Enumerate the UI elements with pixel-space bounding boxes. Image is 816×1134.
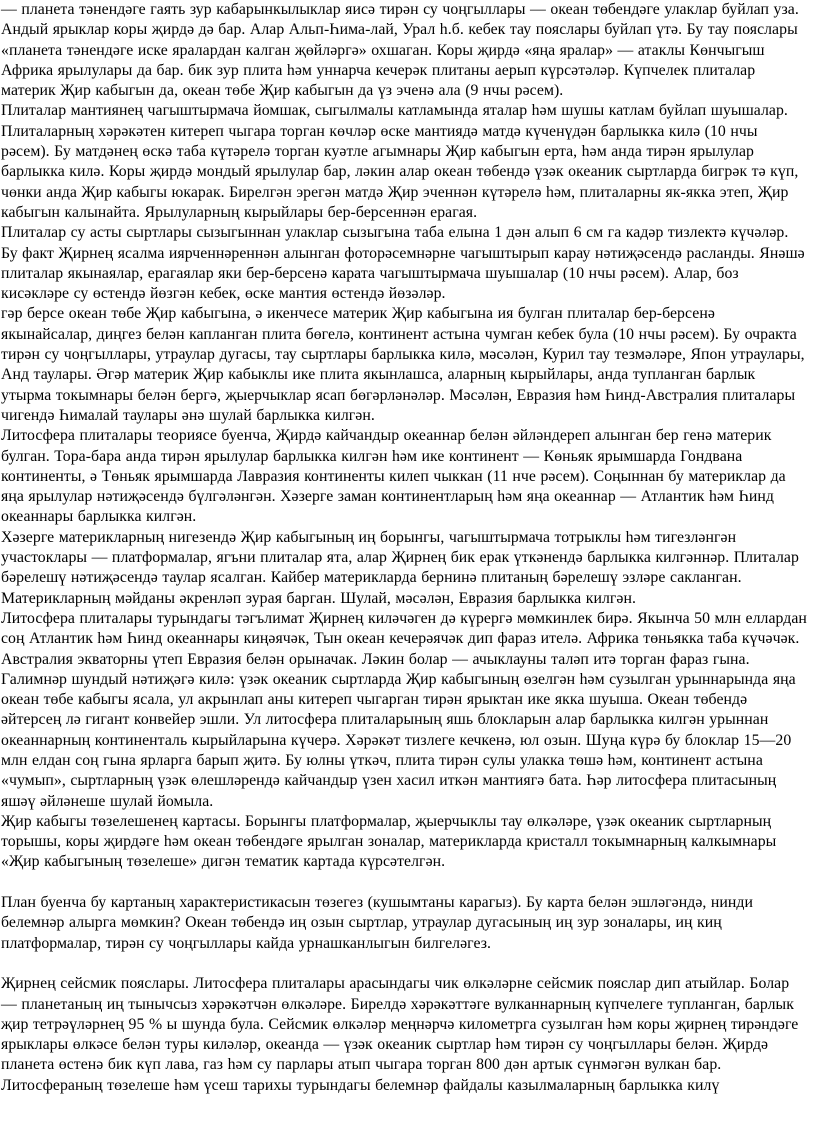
blank-line <box>1 954 808 974</box>
paragraph-seismic-belts: Җирнең сейсмик пояслары. Литосфера плиталары арасындагы чик өлкәләрне сейсмик пояслар дип атыйлар. Болар — планетаның иң тынычсыз хәрәкәтчән өлкәләре. Бирелдә хәрәкәттәге вулканнарның күпчелеге тупланган, барлык җир тетрәүләрнең 95 % ы шунда була. Сейсмик өлкәләр меңнәрчә километрга сузылган һәм коры җирнең тирәндәге ярыклары өлкәсе белән туры киләләр, океанда — үзәк океаник сыртлар һәм тирән су чоңгыллары белән. Җирдә планета өстенә бик күп лава, газ һәм су парлары атып чыгара торган 800 дән артык сүнмәгән вулкан бар. <box>1 975 799 1074</box>
blank-line <box>1 873 808 893</box>
paragraph-plate-speed: Плиталар су асты сыртлары сызыгыннан улаклар сызыгына таба елына 1 дән алып 6 см га кадәр тизлектә күчәләр. Бу факт Җирнең ясалма иярченнәреннән алынган фоторәсемнәрне чагыштырып карау нәтиҗәсендә расланды. Янәшә плиталар якынаялар, ерагаялар яки бер-берсенә карата чагыштырмача шуышалар (10 нчы рәсем). Алар, боз кисәкләре су өстендә йөзгән кебек, өске мантия өстендә йөзәләр. <box>1 224 805 303</box>
paragraph-crust-map: Җир кабыгы төзелешенең картасы. Борынгы платформалар, җыерчыклы тау өлкәләре, үзәк океаник сыртларның торышы, коры җирдәге һәм океан төбендәге ярылган зоналар, материкларда кристалл токымнарның калкымнары «Җир кабыгының төзелеше» дигән тематик картада күрсәтелгән. <box>1 812 777 871</box>
paragraph-plate-collision: гәр берсе океан төбе Җир кабыгына, ә икенчесе материк Җир кабыгына ия булган плиталар бер-берсенә якынайсалар, диңгез белән капланган плита бөгелә, континент астына чумган кебек була (10 нчы рәсем). Бу очракта тирән су чоңгыллары, утраулар дугасы, тау сыртлары барлыкка килә, мәсәлән, Курил тау тезмәләре, Япон утраулары, Анд таулары. Әгәр материк Җир кабыклы ике плита якынлашса, аларның кырыйлары, анда тупланган барлык утырма токымнары белән бергә, җыерчыклар ясап бөгәрләнәләр. Мәсәлән, Евразия һәм Һинд-Австралия плиталары чигендә Һималай таулары әнә шулай барлыкка килгән. <box>1 305 805 424</box>
paragraph-supercontinent: Литосфера плиталары теориясе буенча, Җирдә кайчандыр океаннар белән әйләндереп алынган бер генә материк булган. Тора-бара анда тирән ярылулар барлыкка килгән һәм ике континент — Көньяк ярымшарда Гондвана континенты, ә Төньяк ярымшарда Лавразия континенты килеп чыккан (11 нче рәсем). Соңыннан бу материклар да яңа ярылулар нәтиҗәсендә бүлгәләнгән. Хәзерге заман континентларың һәм яңа океаннар — Атлантик һәм Һинд океаннары барлыкка килгән. <box>1 427 786 526</box>
paragraph-future: Литосфера плиталары турындагы тәгълимат Җирнең киләчәген дә күрергә мөмкинлек бирә. Якынча 50 млн еллардан соң Атлантик һәм Һинд океаннары киңәячәк, Тын океан кечерәячәк дип фараз ителә. Африка төньякка таба күчәчәк. Австралия экваторны үтеп Евразия белән орыначак. Ләкин болар — ачыклауны таләп итә торган фараз гына. <box>1 609 807 668</box>
paragraph-map-task: План буенча бу картаның характеристикасын төзегез (кушымтаны карагыз). Бу карта белән эшләгәндә, нинди белемнәр алырга мөмкин? Океан төбендә иң озын сыртлар, утраулар дугасының иң зур зоналары, иң киң платформалар, тирән су чоңгыллары кайда урнашканлыгын билгеләгез. <box>1 894 754 952</box>
paragraph-minerals: Литосфераның төзелеше һәм үсеш тарихы турындагы белемнәр файдалы казылмаларның барлыкка килү <box>1 1076 720 1094</box>
paragraph-platforms: Хәзерге материкларның нигезендә Җир кабыгының иң борынгы, чагыштырмача тотрыклы һәм тигезләнгән участоклары — платформалар, ягъни плиталар ята, алар Җирнең бик ерак үткәнендә барлыкка килгәннәр. Плиталар бәрелешү нәтиҗәсендә таулар ясалган. Кайбер материкларда бернинә плитаның бәрелешү эзләре сакланган. Материкларның мәйданы әкренләп зурая барган. Шулай, мәсәлән, Евразия барлыкка килгән. <box>1 528 799 607</box>
paragraph-mantle-movement: Плиталар мантиянең чагыштырмача йомшак, сыгылмалы катламында яталар һәм шушы катлам буйлап шуышалар. Плиталарның хәрәкәтен китереп чыгара торган көчләр өске мантиядә матдә күченүдән барлыкка килә (10 нчы рәсем). Бу матдәнең өскә таба күтәрелә торган куәтле агымнары Җир кабыгын ерта, һәм анда тирән ярылулар барлыкка килә. Коры җирдә мондый ярылулар бар, ләкин алар океан төбендә үзәк океаник сыртларда бигрәк тә күп, чөнки анда Җир кабыгы юкарак. Бирелгән эрегән матдә Җир эченнән күтәрелә һәм, плиталарны як-якка этеп, Җир кабыгын калынайта. Ярылуларның кырыйлары бер-берсеннән ерагая. <box>1 102 799 221</box>
paragraph-conveyor: Галимнәр шундый нәтиҗәгә килә: үзәк океаник сыртларда Җир кабыгының өзелгән һәм сузылган урыннарында яңа океан төбе кабыгы ясала, ул акрынлап аны китереп чыгарган тирән ярыктан ике якка шуыша. Океан төбендә әйтерсең лә гигант конвейер эшли. Ул литосфера плиталарының яшь блокларын алар барлыкка килгән урыннан океаннарның континенталь кырыйларына күчерә. Хәрәкәт тизлеге кечкенә, юл озын. Шуңа күрә бу блоклар 15—20 млн елдан соң гына ярларга барып җитә. Бу юлны үткәч, плита тирән сулы улакка төшә һәм, континент астына «чумып», сыртларның үзәк өлешләрендә кайчандыр үзен хасил иткән мантиягә бата. Һәр литосфера плитасының яшәү әйләнеше шулай йомыла. <box>1 670 796 810</box>
paragraph-plate-boundaries: — планета тәнендәге гаять зур кабарынкылыклар яисә тирән су чоңгыллары — океан төбендәге улаклар буйлап уза. Андый ярыклар коры җирдә дә бар. Алар Альп-Һима-лай, Урал һ.б. кебек тау пояслары буйлап үтә. Бу тау пояслары «планета тәнендәге иске яралардан калган җөйләргә» охшаган. Коры җирдә «яңа яралар» — атаклы Көнчыгыш Африка ярылулары да бар. бик зур плита һәм уннарча кечерәк плитаны аерып күрсәтәләр. Күпчелек плиталар материк Җир кабыгын да, океан төбе Җир кабыгын да үз эченә ала (9 нчы рәсем). <box>1 1 799 100</box>
